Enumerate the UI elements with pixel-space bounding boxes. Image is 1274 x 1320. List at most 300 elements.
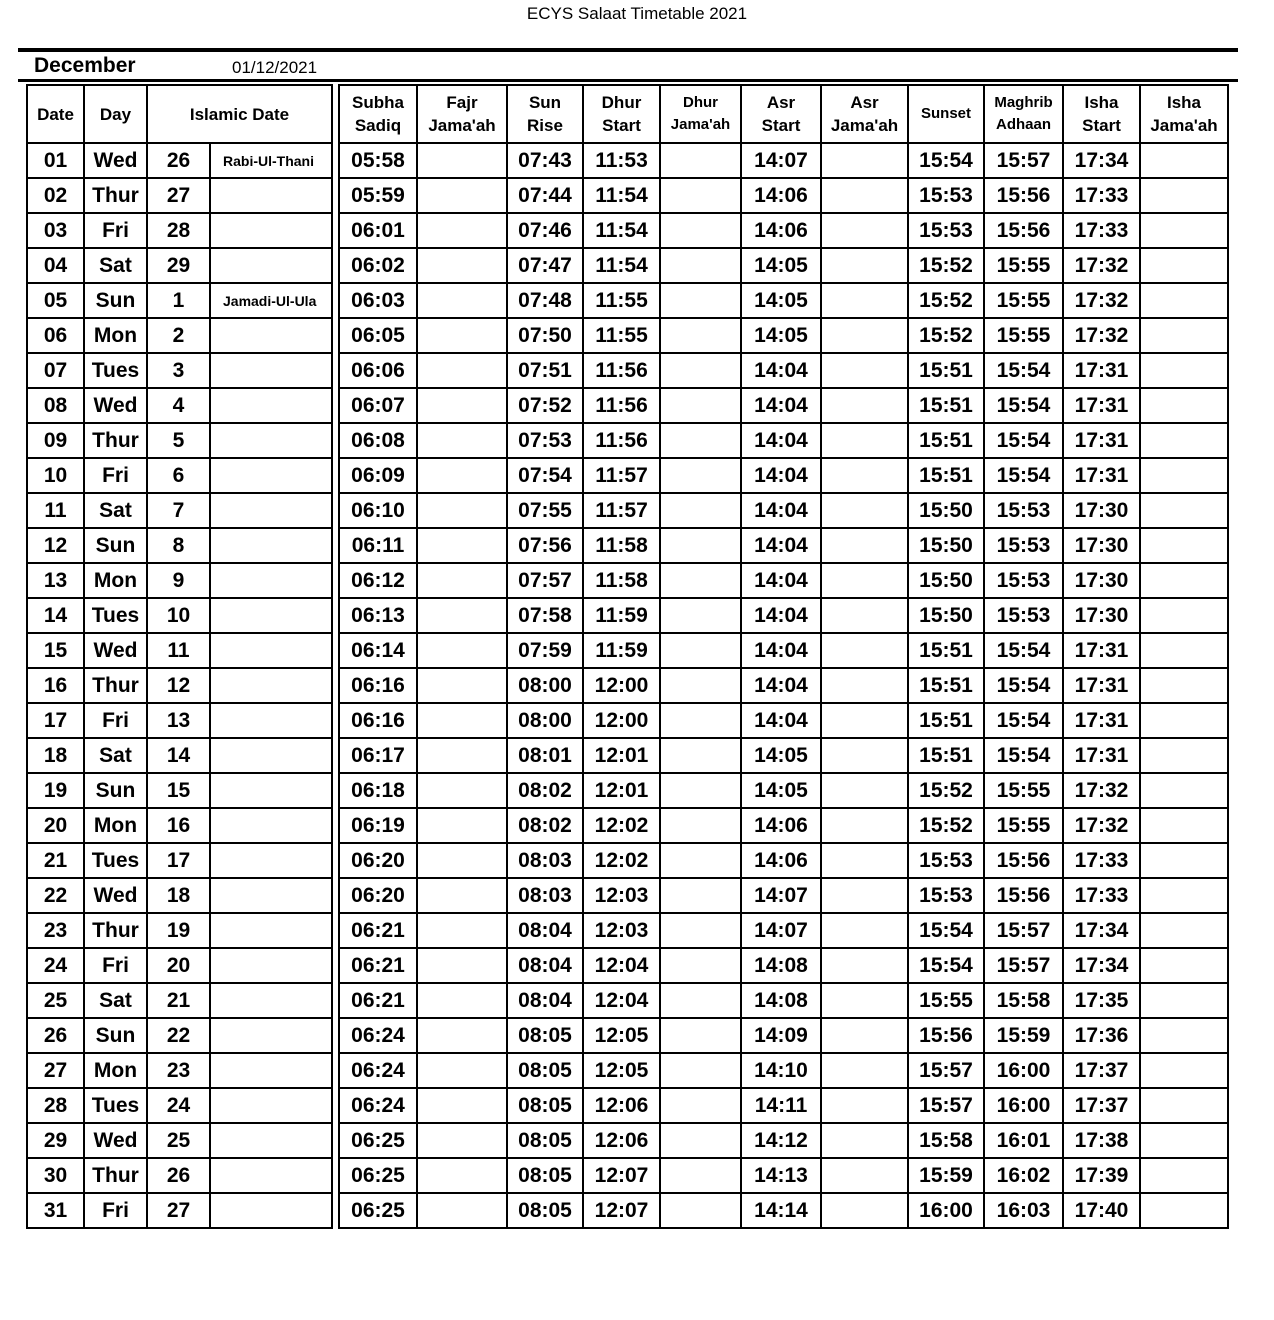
- day-cell: Wed: [84, 633, 147, 668]
- sun-rise-cell: 07:58: [507, 598, 583, 633]
- subha-sadiq-cell: 06:05: [339, 318, 417, 353]
- maghrib-adhaan-cell: 15:58: [984, 983, 1063, 1018]
- hijri-month-cell: [210, 738, 332, 773]
- isha-jamaah-cell: [1140, 703, 1228, 738]
- dhur-start-cell: 12:03: [583, 913, 660, 948]
- fajr-jamaah-cell: [417, 143, 507, 178]
- maghrib-adhaan-cell: 15:59: [984, 1018, 1063, 1053]
- table-row: [339, 808, 1228, 843]
- dhur-jamaah-cell: [660, 1018, 741, 1053]
- isha-jamaah-cell: [1140, 1088, 1228, 1123]
- isha-jamaah-cell: [1140, 878, 1228, 913]
- isha-start-cell: 17:33: [1063, 878, 1140, 913]
- date-cell: 30: [27, 1158, 84, 1193]
- asr-start-cell: 14:08: [741, 983, 821, 1018]
- header-asr-l2: Start: [761, 116, 801, 135]
- day-cell: Thur: [84, 668, 147, 703]
- asr-jamaah-cell: [821, 493, 908, 528]
- asr-start-cell: 14:04: [741, 493, 821, 528]
- isha-jamaah-cell: [1140, 528, 1228, 563]
- day-cell: Fri: [84, 213, 147, 248]
- header-dhurj-l2: Jama'ah: [670, 116, 731, 133]
- fajr-jamaah-cell: [417, 318, 507, 353]
- header-asrj-l1: Asr: [850, 93, 879, 112]
- table-row: [339, 248, 1228, 283]
- day-cell: Sat: [84, 983, 147, 1018]
- sunset-cell: 15:51: [908, 703, 984, 738]
- table-row: [27, 353, 332, 388]
- subha-sadiq-cell: 06:21: [339, 948, 417, 983]
- date-cell: 21: [27, 843, 84, 878]
- subha-sadiq-cell: 06:11: [339, 528, 417, 563]
- maghrib-adhaan-cell: 15:54: [984, 738, 1063, 773]
- sunset-cell: 15:52: [908, 808, 984, 843]
- date-cell: 17: [27, 703, 84, 738]
- maghrib-adhaan-cell: 15:53: [984, 528, 1063, 563]
- dhur-start-cell: 11:56: [583, 388, 660, 423]
- fajr-jamaah-cell: [417, 1088, 507, 1123]
- asr-start-cell: 14:04: [741, 598, 821, 633]
- hijri-month-cell: [210, 878, 332, 913]
- isha-start-cell: 17:32: [1063, 773, 1140, 808]
- dhur-jamaah-cell: [660, 703, 741, 738]
- table-row: [339, 633, 1228, 668]
- isha-start-cell: 17:39: [1063, 1158, 1140, 1193]
- isha-jamaah-cell: [1140, 353, 1228, 388]
- date-cell: 19: [27, 773, 84, 808]
- fajr-jamaah-cell: [417, 703, 507, 738]
- subha-sadiq-cell: 06:20: [339, 843, 417, 878]
- dhur-jamaah-cell: [660, 773, 741, 808]
- day-cell: Sun: [84, 528, 147, 563]
- asr-jamaah-cell: [821, 633, 908, 668]
- fajr-jamaah-cell: [417, 843, 507, 878]
- hijri-day-cell: 5: [147, 423, 210, 458]
- sun-rise-cell: 07:56: [507, 528, 583, 563]
- date-cell: 02: [27, 178, 84, 213]
- sun-rise-cell: 08:02: [507, 773, 583, 808]
- isha-start-cell: 17:34: [1063, 913, 1140, 948]
- sun-rise-cell: 08:04: [507, 913, 583, 948]
- dhur-start-cell: 12:03: [583, 878, 660, 913]
- header-subha-l1: Subha: [352, 93, 404, 112]
- dhur-jamaah-cell: [660, 1088, 741, 1123]
- sunset-cell: 15:53: [908, 213, 984, 248]
- sunset-cell: 15:50: [908, 528, 984, 563]
- subha-sadiq-cell: 06:21: [339, 983, 417, 1018]
- hijri-day-cell: 11: [147, 633, 210, 668]
- maghrib-adhaan-cell: 15:53: [984, 563, 1063, 598]
- asr-start-cell: 14:07: [741, 143, 821, 178]
- day-cell: Tues: [84, 353, 147, 388]
- hijri-month-cell: Jamadi-Ul-Ula: [210, 283, 332, 318]
- fajr-jamaah-cell: [417, 1018, 507, 1053]
- maghrib-adhaan-cell: 15:55: [984, 318, 1063, 353]
- sun-rise-cell: 07:50: [507, 318, 583, 353]
- date-cell: 01: [27, 143, 84, 178]
- asr-start-cell: 14:11: [741, 1088, 821, 1123]
- date-cell: 18: [27, 738, 84, 773]
- isha-start-cell: 17:31: [1063, 633, 1140, 668]
- header-maghrib-adhaan: [984, 85, 1063, 143]
- hijri-day-cell: 17: [147, 843, 210, 878]
- dhur-jamaah-cell: [660, 633, 741, 668]
- day-cell: Sun: [84, 1018, 147, 1053]
- dhur-start-cell: 11:57: [583, 458, 660, 493]
- table-row: [27, 598, 332, 633]
- isha-start-cell: 17:33: [1063, 213, 1140, 248]
- date-cell: 03: [27, 213, 84, 248]
- maghrib-adhaan-cell: 15:54: [984, 353, 1063, 388]
- maghrib-adhaan-cell: 15:56: [984, 843, 1063, 878]
- day-cell: Mon: [84, 318, 147, 353]
- isha-jamaah-cell: [1140, 633, 1228, 668]
- hijri-day-cell: 6: [147, 458, 210, 493]
- sun-rise-cell: 08:02: [507, 808, 583, 843]
- sun-rise-cell: 07:46: [507, 213, 583, 248]
- fajr-jamaah-cell: [417, 178, 507, 213]
- dhur-jamaah-cell: [660, 283, 741, 318]
- date-cell: 09: [27, 423, 84, 458]
- asr-jamaah-cell: [821, 1158, 908, 1193]
- table-row: [27, 738, 332, 773]
- dhur-jamaah-cell: [660, 1158, 741, 1193]
- asr-start-cell: 14:06: [741, 843, 821, 878]
- date-table: [26, 84, 333, 1229]
- asr-jamaah-cell: [821, 1193, 908, 1228]
- asr-start-cell: 14:06: [741, 213, 821, 248]
- table-row: [27, 1053, 332, 1088]
- isha-start-cell: 17:30: [1063, 598, 1140, 633]
- asr-jamaah-cell: [821, 843, 908, 878]
- isha-start-cell: 17:30: [1063, 528, 1140, 563]
- sun-rise-cell: 07:57: [507, 563, 583, 598]
- dhur-jamaah-cell: [660, 353, 741, 388]
- subha-sadiq-cell: 06:19: [339, 808, 417, 843]
- sunset-cell: 15:51: [908, 458, 984, 493]
- asr-jamaah-cell: [821, 703, 908, 738]
- header-subha-l2: Sadiq: [354, 116, 402, 135]
- asr-jamaah-cell: [821, 878, 908, 913]
- dhur-jamaah-cell: [660, 143, 741, 178]
- asr-start-cell: 14:04: [741, 668, 821, 703]
- subha-sadiq-cell: 05:58: [339, 143, 417, 178]
- header-ishaj-l1: Isha: [1166, 93, 1202, 112]
- hijri-month-cell: [210, 1123, 332, 1158]
- hijri-month-cell: [210, 1158, 332, 1193]
- dhur-jamaah-cell: [660, 1193, 741, 1228]
- subha-sadiq-cell: 06:25: [339, 1158, 417, 1193]
- asr-jamaah-cell: [821, 318, 908, 353]
- hijri-month-cell: [210, 318, 332, 353]
- day-cell: Wed: [84, 878, 147, 913]
- hijri-month-cell: [210, 353, 332, 388]
- subha-sadiq-cell: 06:14: [339, 633, 417, 668]
- sun-rise-cell: 08:05: [507, 1053, 583, 1088]
- isha-start-cell: 17:31: [1063, 738, 1140, 773]
- day-cell: Thur: [84, 1158, 147, 1193]
- isha-jamaah-cell: [1140, 213, 1228, 248]
- table-row: [27, 1123, 332, 1158]
- fajr-jamaah-cell: [417, 808, 507, 843]
- day-cell: Thur: [84, 913, 147, 948]
- isha-start-cell: 17:31: [1063, 703, 1140, 738]
- sun-rise-cell: 08:03: [507, 843, 583, 878]
- table-row: [339, 843, 1228, 878]
- maghrib-adhaan-cell: 15:54: [984, 423, 1063, 458]
- maghrib-adhaan-cell: 15:55: [984, 773, 1063, 808]
- table-row: [339, 1053, 1228, 1088]
- table-row: [339, 983, 1228, 1018]
- day-cell: Sat: [84, 493, 147, 528]
- sunset-cell: 15:51: [908, 423, 984, 458]
- date-cell: 22: [27, 878, 84, 913]
- dhur-start-cell: 11:55: [583, 283, 660, 318]
- sunset-cell: 16:00: [908, 1193, 984, 1228]
- header-sunset: Sunset: [908, 85, 984, 143]
- hijri-month-cell: [210, 423, 332, 458]
- dhur-jamaah-cell: [660, 213, 741, 248]
- table-row: [27, 878, 332, 913]
- subha-sadiq-cell: 06:18: [339, 773, 417, 808]
- date-cell: 05: [27, 283, 84, 318]
- table-row: [339, 423, 1228, 458]
- table-row: [339, 878, 1228, 913]
- asr-start-cell: 14:05: [741, 283, 821, 318]
- dhur-jamaah-cell: [660, 668, 741, 703]
- fajr-jamaah-cell: [417, 633, 507, 668]
- isha-jamaah-cell: [1140, 283, 1228, 318]
- sunset-cell: 15:50: [908, 563, 984, 598]
- sunset-cell: 15:52: [908, 248, 984, 283]
- maghrib-adhaan-cell: 15:57: [984, 948, 1063, 983]
- hijri-day-cell: 20: [147, 948, 210, 983]
- dhur-start-cell: 11:54: [583, 248, 660, 283]
- maghrib-adhaan-cell: 16:01: [984, 1123, 1063, 1158]
- subha-sadiq-cell: 06:12: [339, 563, 417, 598]
- isha-jamaah-cell: [1140, 1018, 1228, 1053]
- day-cell: Wed: [84, 143, 147, 178]
- table-row: [27, 1018, 332, 1053]
- asr-start-cell: 14:05: [741, 318, 821, 353]
- hijri-day-cell: 26: [147, 143, 210, 178]
- day-cell: Thur: [84, 178, 147, 213]
- dhur-jamaah-cell: [660, 598, 741, 633]
- isha-start-cell: 17:32: [1063, 248, 1140, 283]
- isha-jamaah-cell: [1140, 388, 1228, 423]
- isha-jamaah-cell: [1140, 248, 1228, 283]
- asr-start-cell: 14:04: [741, 703, 821, 738]
- hijri-month-cell: [210, 493, 332, 528]
- table-row: [27, 703, 332, 738]
- date-cell: 20: [27, 808, 84, 843]
- asr-start-cell: 14:04: [741, 458, 821, 493]
- header-rise-l1: Sun: [528, 93, 562, 112]
- month-label: December: [34, 54, 136, 77]
- subha-sadiq-cell: 06:07: [339, 388, 417, 423]
- dhur-jamaah-cell: [660, 948, 741, 983]
- isha-start-cell: 17:32: [1063, 808, 1140, 843]
- date-cell: 31: [27, 1193, 84, 1228]
- maghrib-adhaan-cell: 15:54: [984, 668, 1063, 703]
- table-row: [339, 353, 1228, 388]
- hijri-month-cell: [210, 248, 332, 283]
- hijri-day-cell: 10: [147, 598, 210, 633]
- date-cell: 08: [27, 388, 84, 423]
- fajr-jamaah-cell: [417, 668, 507, 703]
- day-cell: Tues: [84, 843, 147, 878]
- table-row: [27, 318, 332, 353]
- date-cell: 16: [27, 668, 84, 703]
- sun-rise-cell: 08:04: [507, 983, 583, 1018]
- header-date: Date: [27, 85, 84, 143]
- maghrib-adhaan-cell: 16:00: [984, 1053, 1063, 1088]
- subha-sadiq-cell: 06:01: [339, 213, 417, 248]
- fajr-jamaah-cell: [417, 1123, 507, 1158]
- maghrib-adhaan-cell: 15:56: [984, 213, 1063, 248]
- maghrib-adhaan-cell: 15:56: [984, 878, 1063, 913]
- sun-rise-cell: 08:04: [507, 948, 583, 983]
- sun-rise-cell: 07:59: [507, 633, 583, 668]
- sunset-cell: 15:51: [908, 388, 984, 423]
- isha-start-cell: 17:33: [1063, 178, 1140, 213]
- hijri-day-cell: 22: [147, 1018, 210, 1053]
- date-cell: 26: [27, 1018, 84, 1053]
- header-fajr-l1: Fajr: [446, 93, 478, 112]
- hijri-month-cell: [210, 808, 332, 843]
- table-row: [27, 248, 332, 283]
- sunset-cell: 15:52: [908, 283, 984, 318]
- asr-start-cell: 14:04: [741, 353, 821, 388]
- table-row: [27, 563, 332, 598]
- subha-sadiq-cell: 06:17: [339, 738, 417, 773]
- dhur-jamaah-cell: [660, 1053, 741, 1088]
- sun-rise-cell: 08:05: [507, 1088, 583, 1123]
- asr-start-cell: 14:04: [741, 528, 821, 563]
- sun-rise-cell: 07:44: [507, 178, 583, 213]
- sun-rise-cell: 08:01: [507, 738, 583, 773]
- date-cell: 14: [27, 598, 84, 633]
- hijri-month-cell: [210, 213, 332, 248]
- hijri-month-cell: [210, 703, 332, 738]
- hijri-month-cell: [210, 843, 332, 878]
- dhur-start-cell: 12:00: [583, 668, 660, 703]
- day-cell: Mon: [84, 563, 147, 598]
- isha-jamaah-cell: [1140, 1053, 1228, 1088]
- hijri-day-cell: 16: [147, 808, 210, 843]
- hijri-day-cell: 15: [147, 773, 210, 808]
- sunset-cell: 15:51: [908, 353, 984, 388]
- table-row: [27, 633, 332, 668]
- isha-jamaah-cell: [1140, 668, 1228, 703]
- sun-rise-cell: 07:51: [507, 353, 583, 388]
- sunset-cell: 15:57: [908, 1053, 984, 1088]
- table-row: [27, 668, 332, 703]
- header-dhur-l2: Start: [602, 116, 641, 135]
- day-cell: Sun: [84, 283, 147, 318]
- hijri-month-cell: [210, 528, 332, 563]
- hijri-day-cell: 13: [147, 703, 210, 738]
- asr-jamaah-cell: [821, 1088, 908, 1123]
- hijri-month-cell: [210, 1053, 332, 1088]
- header-asr-l1: Asr: [766, 93, 796, 112]
- sun-rise-cell: 07:52: [507, 388, 583, 423]
- isha-start-cell: 17:31: [1063, 458, 1140, 493]
- hijri-month-cell: [210, 633, 332, 668]
- hijri-day-cell: 27: [147, 178, 210, 213]
- asr-jamaah-cell: [821, 948, 908, 983]
- sun-rise-cell: 07:43: [507, 143, 583, 178]
- header-fajr-l2: Jama'ah: [428, 116, 496, 135]
- maghrib-adhaan-cell: 15:56: [984, 178, 1063, 213]
- header-maghrib-l1: Maghrib: [994, 94, 1053, 111]
- dhur-jamaah-cell: [660, 738, 741, 773]
- asr-jamaah-cell: [821, 1018, 908, 1053]
- maghrib-adhaan-cell: 16:02: [984, 1158, 1063, 1193]
- sun-rise-cell: 07:55: [507, 493, 583, 528]
- asr-start-cell: 14:05: [741, 248, 821, 283]
- hijri-month-cell: [210, 388, 332, 423]
- sun-rise-cell: 08:05: [507, 1158, 583, 1193]
- hijri-month-cell: [210, 1193, 332, 1228]
- dhur-start-cell: 11:55: [583, 318, 660, 353]
- day-cell: Fri: [84, 948, 147, 983]
- asr-jamaah-cell: [821, 353, 908, 388]
- day-cell: Mon: [84, 1053, 147, 1088]
- table-row: [339, 738, 1228, 773]
- isha-jamaah-cell: [1140, 1123, 1228, 1158]
- dhur-jamaah-cell: [660, 388, 741, 423]
- dhur-start-cell: 12:04: [583, 948, 660, 983]
- hijri-day-cell: 4: [147, 388, 210, 423]
- header-rise-l2: Rise: [527, 116, 563, 135]
- hijri-month-cell: [210, 948, 332, 983]
- date-cell: 28: [27, 1088, 84, 1123]
- header-isha-jamaah: [1140, 85, 1228, 143]
- sun-rise-cell: 07:54: [507, 458, 583, 493]
- date-cell: 04: [27, 248, 84, 283]
- subha-sadiq-cell: 06:24: [339, 1018, 417, 1053]
- asr-start-cell: 14:05: [741, 738, 821, 773]
- maghrib-adhaan-cell: 15:54: [984, 388, 1063, 423]
- day-cell: Thur: [84, 423, 147, 458]
- hijri-month-cell: [210, 668, 332, 703]
- dhur-start-cell: 12:02: [583, 808, 660, 843]
- isha-start-cell: 17:31: [1063, 423, 1140, 458]
- sunset-cell: 15:54: [908, 913, 984, 948]
- isha-start-cell: 17:30: [1063, 493, 1140, 528]
- asr-jamaah-cell: [821, 598, 908, 633]
- hijri-day-cell: 19: [147, 913, 210, 948]
- hijri-day-cell: 21: [147, 983, 210, 1018]
- hijri-day-cell: 7: [147, 493, 210, 528]
- sun-rise-cell: 08:00: [507, 703, 583, 738]
- isha-jamaah-cell: [1140, 178, 1228, 213]
- dhur-jamaah-cell: [660, 318, 741, 353]
- table-row: [339, 948, 1228, 983]
- maghrib-adhaan-cell: 15:55: [984, 808, 1063, 843]
- fajr-jamaah-cell: [417, 423, 507, 458]
- asr-start-cell: 14:08: [741, 948, 821, 983]
- day-cell: Tues: [84, 1088, 147, 1123]
- hijri-month-cell: [210, 983, 332, 1018]
- dhur-start-cell: 11:54: [583, 178, 660, 213]
- sunset-cell: 15:59: [908, 1158, 984, 1193]
- sun-rise-cell: 07:53: [507, 423, 583, 458]
- header-dhur-start: [583, 85, 660, 143]
- header-rule: [18, 79, 1238, 82]
- maghrib-adhaan-cell: 16:00: [984, 1088, 1063, 1123]
